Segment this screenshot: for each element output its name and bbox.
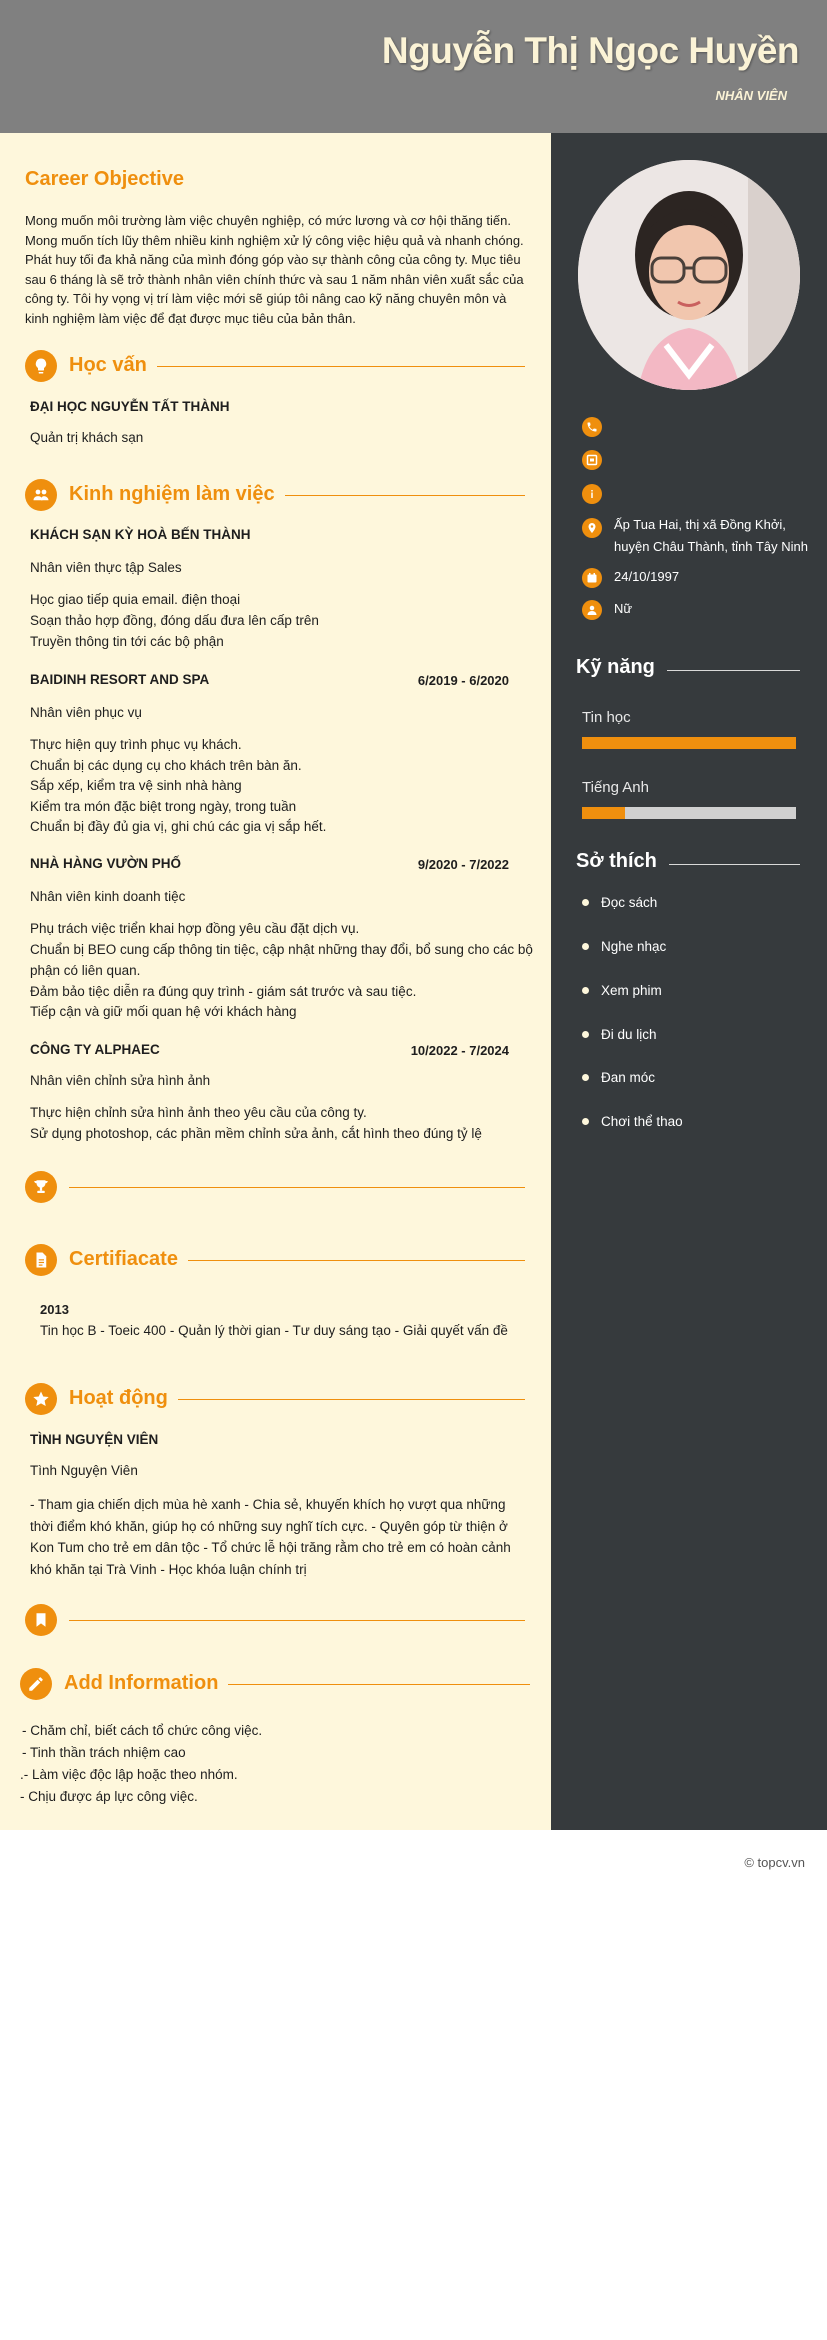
skill-name: Tin học xyxy=(582,709,631,726)
job-position: Nhân viên phục vụ xyxy=(30,705,142,720)
education-section-header xyxy=(25,350,525,382)
job-duty: phận có liên quan. xyxy=(30,963,141,978)
job-date: 9/2020 - 7/2022 xyxy=(417,857,509,872)
career-objective-title: Career Objective xyxy=(25,168,184,190)
users-icon xyxy=(25,479,57,511)
job-company: CÔNG TY ALPHAEC xyxy=(30,1042,160,1057)
hobby-item: Đi du lịch xyxy=(582,1027,657,1042)
skill-bar-fill xyxy=(582,807,625,819)
addinfo-line: - Chăm chỉ, biết cách tổ chức công việc. xyxy=(22,1723,263,1738)
experience-section-header xyxy=(25,479,525,511)
trophy-icon xyxy=(25,1171,57,1203)
addinfo-line: .- Làm việc độc lập hoặc theo nhóm. xyxy=(20,1767,238,1782)
birthday: 24/10/1997 xyxy=(614,569,680,584)
job-date: 10/2022 - 7/2024 xyxy=(410,1043,509,1058)
certificate-year: 2013 xyxy=(40,1302,69,1317)
addinfo-line: - Tinh thần trách nhiệm cao xyxy=(22,1745,186,1760)
job-duty: Đảm bảo tiệc diễn ra đúng quy trình - giám sát trước và sau tiệc. xyxy=(30,984,417,999)
header-banner xyxy=(0,0,827,133)
lightbulb-icon xyxy=(25,350,57,382)
certificate-title: Certifiacate xyxy=(69,1248,188,1271)
footer-brand[interactable]: © topcv.vn xyxy=(744,1855,805,1870)
address-line-1: Ấp Tua Hai, thị xã Đồng Khởi, xyxy=(614,517,786,532)
job-position: Nhân viên kinh doanh tiệc xyxy=(30,889,186,904)
pencil-icon xyxy=(20,1668,52,1700)
candidate-role: NHÂN VIÊN xyxy=(715,88,787,103)
address-line-2: huyện Châu Thành, tỉnh Tây Ninh xyxy=(614,539,808,554)
job-duty: Kiểm tra món đặc biệt trong ngày, trong tuần xyxy=(30,799,297,814)
phone-icon xyxy=(582,417,602,437)
certificate-section-header xyxy=(25,1244,525,1276)
job-duty: Soạn thảo hợp đồng, đóng dấu đưa lên cấp trên xyxy=(30,613,319,628)
bullet-dot xyxy=(582,943,589,950)
skill-name: Tiếng Anh xyxy=(582,779,649,796)
job-duty: Thực hiện quy trình phục vụ khách. xyxy=(30,737,242,752)
education-title: Học vấn xyxy=(69,354,157,377)
activity-role: Tình Nguyện Viên xyxy=(30,1463,138,1478)
section-divider xyxy=(69,1620,525,1621)
job-duty: Sắp xếp, kiểm tra vệ sinh nhà hàng xyxy=(30,778,242,793)
job-company: KHÁCH SẠN KỲ HOÀ BẾN THÀNH xyxy=(30,527,251,542)
job-duty: Truyền thông tin tới các bộ phận xyxy=(30,634,224,649)
skill-bar xyxy=(582,807,796,819)
document-icon xyxy=(25,1244,57,1276)
education-major: Quản trị khách sạn xyxy=(30,430,144,445)
candidate-name: Nguyễn Thị Ngọc Huyền xyxy=(381,30,799,71)
job-duty: Phụ trách việc triển khai hợp đồng yêu cầu đặt dịch vụ. xyxy=(30,921,360,936)
career-objective-text: Mong muốn môi trường làm việc chuyên nghiệp, có mức lương và cơ hội thăng tiến. Mong muốn tích lũy thêm nhiều kinh nghiệm xử lý công việc hiệu quả và nhanh chóng. Phát huy tối đa khả năng của mình đóng góp vào sự thành công của công ty. Mục tiêu sau 6 tháng là sẽ trở thành nhân viên chính thức và sau 1 năm nhân viên xuất sắc của công ty. Tôi hy vọng vị trí làm việc mới sẽ giúp tôi nâng cao kỹ năng chuyên môn và kinh nghiệm làm việc để đạt được mục tiêu của bản thân. xyxy=(25,213,524,326)
user-icon xyxy=(582,600,602,620)
calendar-icon xyxy=(582,568,602,588)
star-icon xyxy=(25,1383,57,1415)
job-duty: Thực hiện chỉnh sửa hình ảnh theo yêu cầu của công ty. xyxy=(30,1105,367,1120)
email-icon xyxy=(582,450,602,470)
hobby-item: Nghe nhạc xyxy=(582,939,666,954)
bullet-dot xyxy=(582,1031,589,1038)
location-icon xyxy=(582,518,602,538)
activity-text: - Tham gia chiến dịch mùa hè xanh - Chia sẻ, khuyến khích họ vượt qua những thời điểm khó khăn, giúp họ có những suy nghĩ tích cực. - Quyên góp từ thiện ở Kon Tum cho trẻ em dân tộc - Tổ chức lễ hội trăng rằm cho trẻ em có hoàn cảnh khó khăn tại Trà Vinh - Học khóa luận chính trị xyxy=(30,1497,511,1577)
job-duty: Chuẩn bị các dụng cụ cho khách trên bàn ăn. xyxy=(30,758,302,773)
job-position: Nhân viên chỉnh sửa hình ảnh xyxy=(30,1073,211,1088)
job-company: BAIDINH RESORT AND SPA xyxy=(30,672,210,687)
job-duty: Học giao tiếp quia email. điện thoại xyxy=(30,592,241,607)
certificate-text: Tin học B - Toeic 400 - Quản lý thời gian - Tư duy sáng tạo - Giải quyết vấn đề xyxy=(40,1323,508,1338)
education-school: ĐẠI HỌC NGUYỄN TẤT THÀNH xyxy=(30,399,230,414)
job-date: 6/2019 - 6/2020 xyxy=(417,673,509,688)
addinfo-title: Add Information xyxy=(64,1672,228,1695)
skills-section-header xyxy=(576,656,800,680)
hobby-item: Đan móc xyxy=(582,1070,655,1085)
addinfo-line: - Chịu được áp lực công việc. xyxy=(20,1789,198,1804)
hobby-item: Đọc sách xyxy=(582,895,657,910)
skills-title: Kỹ năng xyxy=(576,656,667,679)
job-duty: Chuẩn bị BEO cung cấp thông tin tiệc, cập nhật những thay đổi, bổ sung cho các bộ xyxy=(30,942,533,957)
job-duty: Chuẩn bị đầy đủ gia vị, ghi chú các gia vị sắp hết. xyxy=(30,819,327,834)
activity-org: TÌNH NGUYỆN VIÊN xyxy=(30,1432,159,1447)
other-section-header xyxy=(25,1604,525,1636)
bullet-dot xyxy=(582,1074,589,1081)
addinfo-section-header xyxy=(20,1668,530,1700)
job-company: NHÀ HÀNG VƯỜN PHỐ xyxy=(30,856,181,871)
awards-section-header xyxy=(25,1171,525,1203)
hobby-item: Xem phim xyxy=(582,983,662,998)
hobbies-title: Sở thích xyxy=(576,850,669,873)
skill-bar xyxy=(582,737,796,749)
skill-bar-fill xyxy=(582,737,796,749)
bookmark-icon xyxy=(25,1604,57,1636)
bullet-dot xyxy=(582,1118,589,1125)
job-duty: Sử dụng photoshop, các phần mềm chỉnh sửa ảnh, cắt hình theo đúng tỷ lệ xyxy=(30,1126,482,1141)
section-divider xyxy=(69,1187,525,1188)
activities-section-header xyxy=(25,1383,525,1415)
profile-photo xyxy=(578,160,800,390)
hobbies-section-header xyxy=(576,850,800,874)
info-icon xyxy=(582,484,602,504)
bullet-dot xyxy=(582,899,589,906)
job-position: Nhân viên thực tập Sales xyxy=(30,560,182,575)
activities-title: Hoạt động xyxy=(69,1387,178,1410)
bullet-dot xyxy=(582,987,589,994)
gender: Nữ xyxy=(614,601,633,616)
experience-title: Kinh nghiệm làm việc xyxy=(69,483,285,506)
job-duty: Tiếp cận và giữ mối quan hệ với khách hàng xyxy=(30,1004,297,1019)
hobby-item: Chơi thể thao xyxy=(582,1114,683,1129)
